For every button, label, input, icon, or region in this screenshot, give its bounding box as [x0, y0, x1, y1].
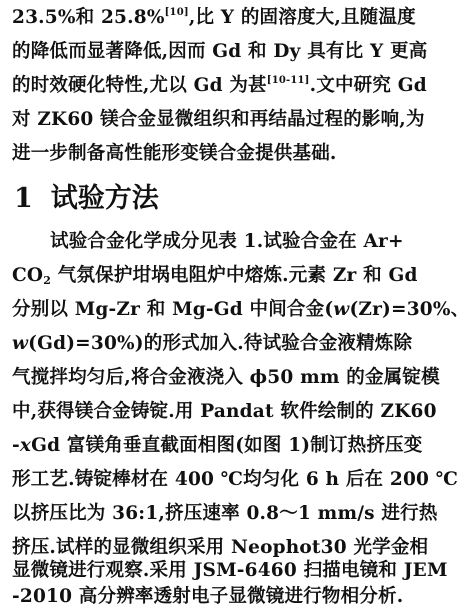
- text-line: 对 ZK60 镁合金显微组织和再结晶过程的影响,为: [12, 109, 425, 130]
- math-symbol: w: [12, 333, 29, 354]
- text-span: 气氛保护坩埚电阻炉中熔炼.元素 Zr 和 Gd: [51, 265, 418, 286]
- text-span: .文中研究 Gd: [309, 75, 427, 96]
- text-span: 分别以 Mg-Zr 和 Mg-Gd 中间合金(: [12, 299, 334, 320]
- text-line: [12, 3, 440, 33]
- section-heading: [14, 178, 159, 220]
- section-title: 试验方法: [50, 183, 159, 214]
- text-line: 试验合金化学成分见表 1.试验合金在 Ar+: [50, 231, 404, 252]
- citation: [10]: [164, 7, 189, 18]
- text-line: 进一步制备高性能形变镁合金提供基础.: [12, 143, 337, 164]
- text-line: 挤压.试样的显微组织采用 Neophot30 光学金相: [12, 537, 429, 558]
- text-line: 显微镜进行观察.采用 JSM-6460 扫描电镜和 JEM: [12, 560, 448, 581]
- section-number: 1: [14, 183, 33, 214]
- text-span: CO: [12, 265, 44, 286]
- text-line: [12, 71, 440, 101]
- text-line: 形工艺.铸锭棒材在 400 ℃均匀化 6 h 后在 200 ℃: [12, 469, 459, 490]
- text-line: 的降低而显著降低,因而 Gd 和 Dy 具有比 Y 更高: [12, 41, 428, 62]
- text-span: (Gd)=30%)的形式加入.待试验合金液精炼除: [28, 333, 413, 354]
- text-line: 中,获得镁合金铸锭.用 Pandat 软件绘制的 ZK60: [12, 401, 437, 422]
- text-span: 的时效硬化特性,尤以 Gd 为甚: [12, 75, 267, 96]
- text-span: 23.5%和 25.8%: [12, 7, 165, 28]
- text-span: -: [12, 435, 20, 456]
- text-line: [12, 431, 440, 461]
- text-span: ,比 Y 的固溶度大,且随温度: [188, 7, 416, 28]
- math-symbol: x: [19, 435, 32, 456]
- text-line: [12, 295, 469, 325]
- citation: [10-11]: [266, 75, 310, 86]
- text-span: (Zr)=30%、: [349, 299, 469, 320]
- text-line: 以挤压比为 36:1,挤压速率 0.8～1 mm/s 进行热: [12, 503, 438, 524]
- text-line: 气搅拌均匀后,将合金液浇入 ϕ50 mm 的金属锭模: [12, 367, 440, 388]
- text-span: Gd 富镁角垂直截面相图(如图 1)制订热挤压变: [31, 435, 423, 456]
- math-symbol: w: [333, 299, 350, 320]
- text-line: -2010 高分辨率透射电子显微镜进行物相分析.: [12, 586, 404, 607]
- subscript: 2: [43, 274, 52, 287]
- text-line: [12, 329, 440, 359]
- text-line: [12, 261, 440, 291]
